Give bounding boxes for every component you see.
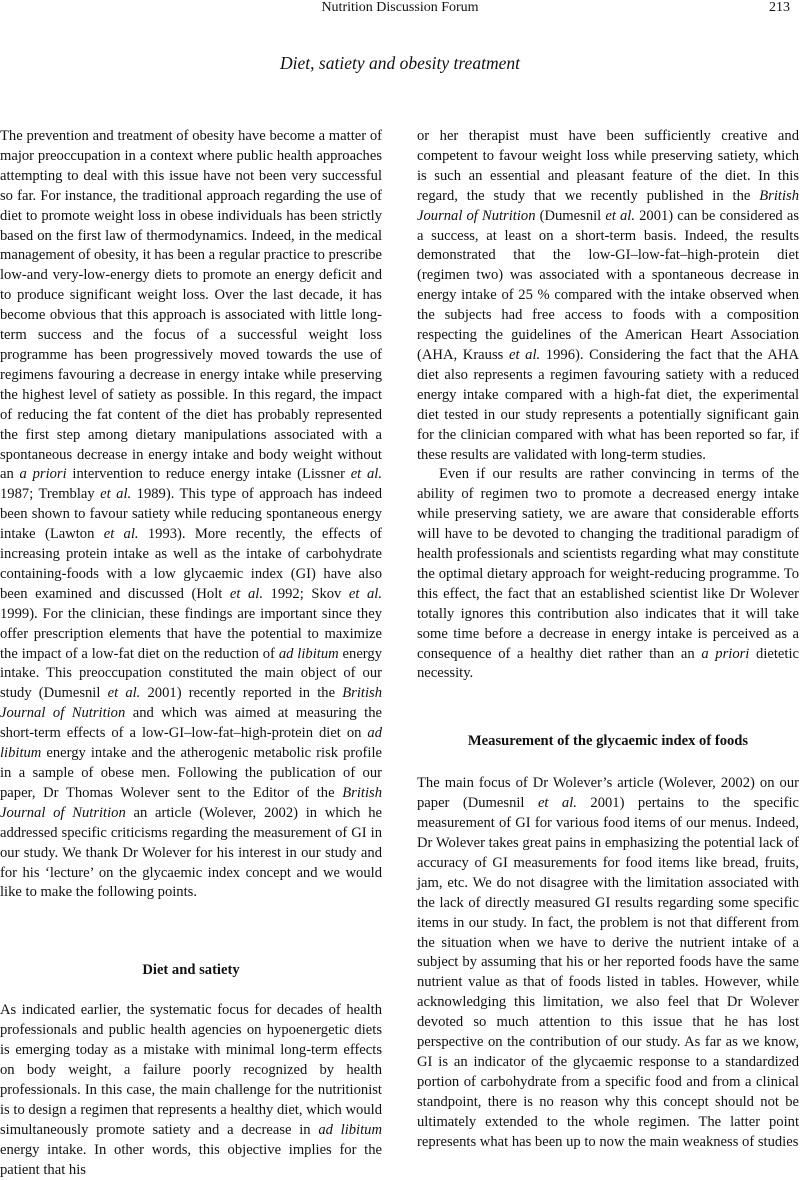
- article-title: Diet, satiety and obesity treatment: [280, 53, 520, 73]
- right-column: [417, 127, 799, 1153]
- italic-run: et al.: [537, 795, 577, 812]
- italic-run: British Journal of Nutrition: [0, 685, 382, 722]
- italic-run: et al.: [229, 585, 263, 602]
- italic-run: ad libitum: [278, 645, 339, 662]
- italic-run: et al.: [508, 346, 541, 363]
- satiety-paragraph: As indicated earlier, the systematic focus for decades of health professionals and public health agencies on hypoenergetic diets is emerging today as a mistake with minimal long-term effects on body weight, a failure poorly recognized by health professionals. In this case, the main challenge for the nutritionist is to design a regimen that represents a healthy diet, which would simultaneously promote satiety and a decrease in ad libitum energy intake. In other words, this objective implies for the patient that his: [0, 1002, 383, 1178]
- running-head: [0, 0, 800, 18]
- left-column: [0, 127, 382, 1180]
- italic-run: et al.: [350, 466, 382, 483]
- page-number: 213: [769, 0, 790, 15]
- italic-run: et al.: [100, 486, 132, 503]
- section-heading-diet-satiety: Diet and satiety: [142, 962, 240, 979]
- italic-run: et al.: [103, 526, 139, 543]
- italic-run: British Journal of Nutrition: [417, 187, 799, 224]
- continuation-paragraph: or her therapist must have been sufficiently creative and competent to favour weight loss while preserving satiety, which is such an essential and pleasant feature of the diet. In this regard, the study that we recently published in the British Journal of Nutrition (Dumesnil et al. 2001) can be considered as a success, at least on a short-term basis. Indeed, the results demonstrated that the low-GI–low-fat–high-protein diet (regimen two) was associated with a spontaneous decrease in energy intake of 25 % compared with the intake observed when the subjects had free access to foods with a composition respecting the guidelines of the American Heart Association (AHA, Krauss et al. 1996). Considering the fact that the AHA diet also represents a regimen favouring satiety with a reduced energy intake compared with a high-fat diet, the experimental diet tested in our study represents a potentially significant gain for the clinician compared with what has been reported so far, if these results are validated with long-term studies.: [417, 128, 799, 463]
- italic-run: British Journal of Nutrition: [0, 784, 382, 821]
- intro-paragraph: The prevention and treatment of obesity have become a matter of major preoccupation in a context where public health approaches attempting to deal with this issue have not been very successful so far. For instance, the traditional approach regarding the use of diet to promote weight loss in obese individuals has been strictly based on the first law of thermodynamics. Indeed, in the medical management of obesity, it has been a regular practice to prescribe low-and very-low-energy diets to promote an energy deficit and to produce significant weight loss. Over the last decade, it has become obvious that this approach is associated with little long-term success and the focus of a successful weight loss programme has been progressively moved towards the use of regimens favouring a decrease in energy intake while preserving the highest level of satiety as possible. In this regard, the impact of reducing the fat content of the diet has probably represented the first step among dietary manipulations associated with a spontaneous decrease in energy intake and body weight without an a priori intervention to reduce energy intake (Lissner et al. 1987; Tremblay et al. 1989). This type of approach has indeed been shown to favour satiety while reducing spontaneous energy intake (Lawton et al. 1993). More recently, the effects of increasing protein intake as well as the intake of carbohydrate containing-foods with a low glycaemic index (GI) have also been examined and discussed (Holt et al. 1992; Skov et al. 1999). For the clinician, these findings are important since they offer prescription elements that have the potential to maximize the impact of a low-fat diet on the reduction of ad libitum energy intake. This preoccupation constituted the main object of our study (Dumesnil et al. 2001) recently reported in the British Journal of Nutrition and which was aimed at measuring the short-term effects of a low-GI–low-fat–high-protein diet on ad libitum energy intake and the atherogenic metabolic risk profile in a sample of obese men. Following the publication of our paper, Dr Thomas Wolever sent to the Editor of the British Journal of Nutrition an article (Wolever, 2002) in which he addressed specific criticisms regarding the measurement of GI in our study. We thank Dr Wolever for his interest in our study and for his ‘lecture’ on the glycaemic index concept and we would like to make the following points.: [0, 128, 383, 901]
- italic-run: a priori: [701, 645, 750, 662]
- italic-run: et al.: [107, 685, 141, 702]
- italic-run: ad libitum: [0, 725, 382, 762]
- section-heading-glycaemic-index: Measurement of the glycaemic index of foods: [467, 733, 749, 750]
- running-title: Nutrition Discussion Forum: [321, 0, 479, 15]
- italic-run: ad libitum: [318, 1121, 383, 1138]
- second-paragraph: Even if our results are rather convincing in terms of the ability of regimen two to promote a decreased energy intake while preserving satiety, we are aware that considerable efforts will have to be devoted to changing the traditional paradigm of health professionals and scientists regarding what may constitute the optimal dietary approach for weight-reducing programme. To this effect, the fact that an established scientist like Dr Wolever totally ignores this contribution also indicates that it will take some time before a decrease in energy intake is perceived as a consequence of a healthy diet rather than an a priori dietetic necessity.: [417, 466, 799, 682]
- italic-run: et al.: [605, 207, 635, 224]
- gi-paragraph: The main focus of Dr Wolever’s article (Wolever, 2002) on our paper (Dumesnil et al. 2001) pertains to the specific measurement of GI for various food items of our menus. Indeed, Dr Wolever takes great pains in emphasizing the potential lack of accuracy of GI measurements for food items like bread, fruits, jam, etc. We do not disagree with the limitation associated with the lack of directly measured GI results regarding some specific items in our study. In fact, the problem is not that different from the situation when we have to derive the nutrient intake of a subject by assuming that his or her reported foods have the same nutrient value as that of foods listed in tables. However, while acknowledging this limitation, we also feel that Dr Wolever devoted so much attention to this issue that he has lost perspective on the contribution of our study. As far as we know, GI is an indicator of the glycaemic response to a standardized portion of carbohydrate from a specific food and from a clinical standpoint, there is no reason why this concept should not be ultimately extended to the whole regimen. The latter point represents what has been up to now the main weakness of studies: [417, 775, 800, 1150]
- italic-run: a priori: [19, 466, 67, 483]
- italic-run: et al.: [348, 585, 382, 602]
